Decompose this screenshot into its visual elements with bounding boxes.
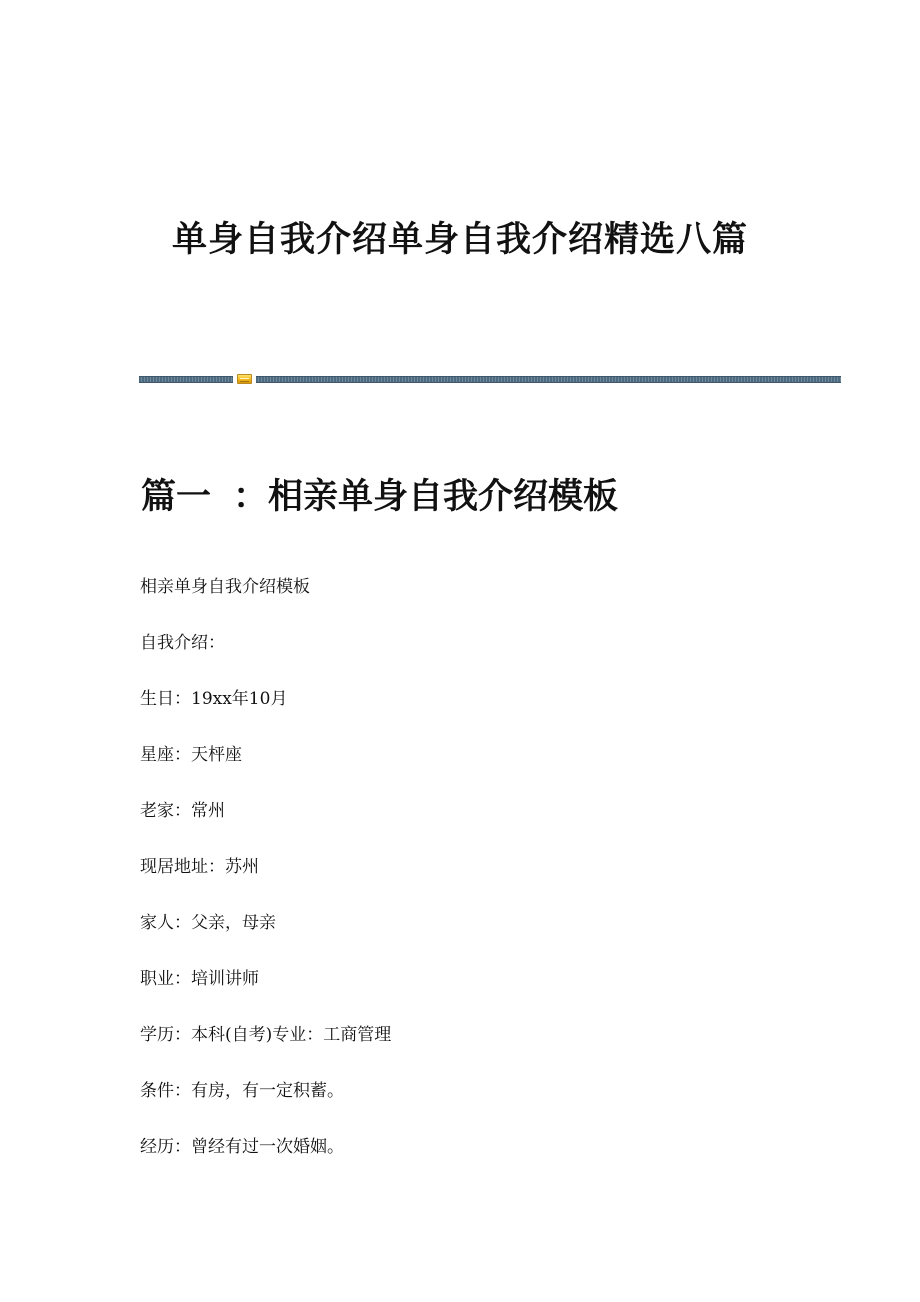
body-line: 职业：培训讲师	[140, 969, 259, 989]
body-lines	[140, 573, 391, 1189]
body-line: 经历：曾经有过一次婚姻。	[140, 1137, 344, 1157]
body-line: 家人：父亲，母亲	[140, 913, 276, 933]
body-line: 星座：天枰座	[140, 745, 242, 765]
section-number: 篇一	[141, 477, 212, 517]
body-line: 自我介绍：	[140, 633, 225, 653]
body-line: 现居地址：苏州	[140, 857, 259, 877]
body-line: 相亲单身自我介绍模板	[140, 577, 310, 597]
divider-ornament-icon	[237, 374, 252, 384]
body-line: 学历：本科(自考)专业：工商管理	[140, 1025, 392, 1045]
divider-bar-right	[256, 376, 841, 383]
document-title: 单身自我介绍单身自我介绍精选八篇	[171, 220, 748, 260]
body-line: 老家：常州	[140, 801, 225, 821]
divider-bar-left	[139, 376, 233, 383]
section-heading-text: 相亲单身自我介绍模板	[268, 477, 619, 517]
title-divider	[139, 374, 841, 384]
body-line: 条件：有房，有一定积蓄。	[140, 1081, 344, 1101]
section-separator: ：	[233, 477, 269, 517]
section-heading	[141, 472, 618, 522]
body-line: 生日：19xx年10月	[140, 689, 288, 709]
